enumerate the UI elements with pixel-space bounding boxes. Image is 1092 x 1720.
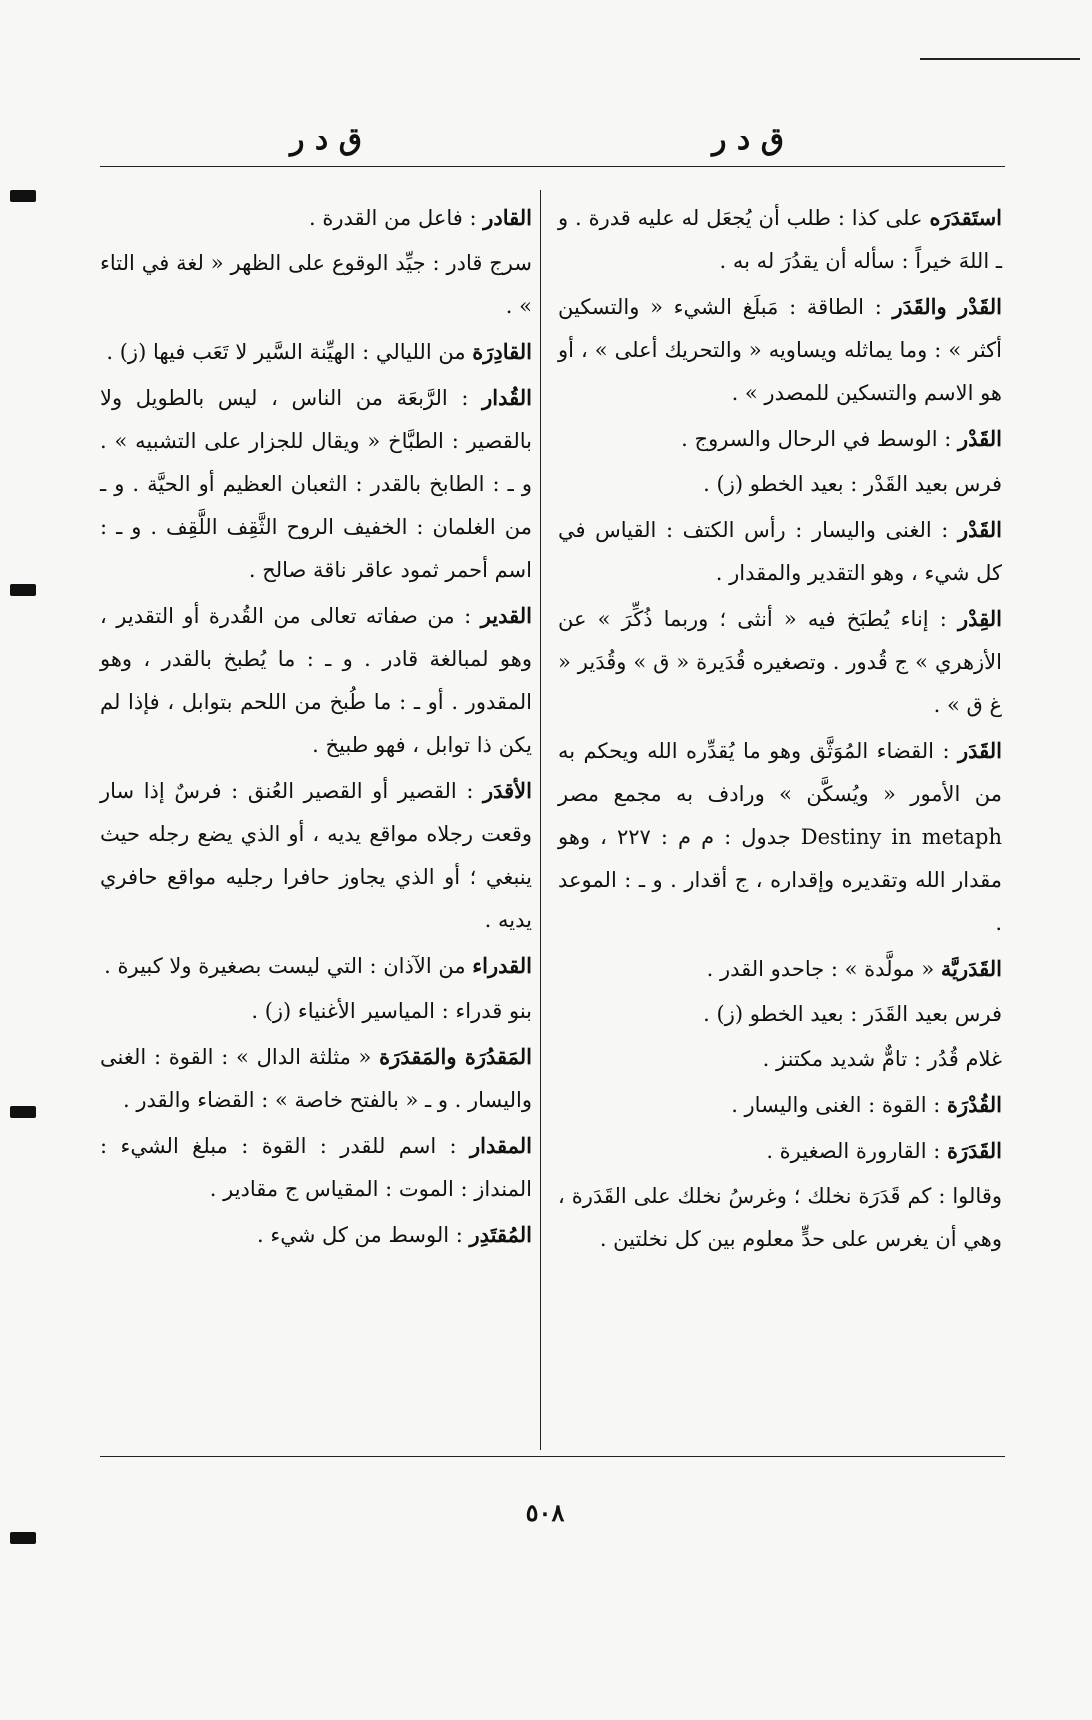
margin-mark [10,1532,36,1544]
headword: القَدْر [957,517,1002,542]
dictionary-entry [558,993,1002,1036]
entry-text: سرج قادر : جيِّد الوقوع على الظهر « لغة في التاء » . [100,251,532,318]
dictionary-entry [558,1129,1002,1173]
entry-text: : الوسط في الرحال والسروج . [681,427,958,451]
entry-text: : من صفاته تعالى من القُدرة أو التقدير ، وهو لمبالغة قادر . و ـ : ما يُطبخ بالقدر ، وهو المقدور . أو ـ : ما طُبخ من اللحم بتوابل ، فإذا لم يكن ذا توابل ، فهو طبيخ . [100,604,532,757]
headword: القَدَرَة [946,1138,1002,1163]
dictionary-entry [100,1213,532,1257]
dictionary-entry [100,196,532,240]
entry-text: « مثلثة الدال » : القوة : الغنى واليسار . و ـ « بالفتح خاصة » : القضاء والقدر . [100,1045,532,1112]
headword: القادِرَة [472,339,532,364]
headword: المُقتَدِر [469,1222,532,1247]
dictionary-entry [100,1035,532,1122]
headword: المقدار [470,1133,532,1158]
dictionary-entry [100,944,532,988]
dictionary-entry [558,597,1002,727]
entry-text: : فاعل من القدرة . [308,206,484,230]
headword: استَقدَرَه [929,205,1002,230]
headword: القدراء [472,953,532,978]
entry-text: على كذا : طلب أن يُجعَل له عليه قدرة . و ـ اللهَ خيراً : سأله أن يقدُرَ له به . [558,206,1002,273]
margin-mark [10,1106,36,1118]
dictionary-entry [100,769,532,942]
entry-text: من الليالي : الهيِّنة السَّير لا تَعَب فيها (ز) . [106,340,473,364]
margin-mark [10,190,36,202]
entry-text: وقالوا : كم قَدَرَة نخلك ؛ وغرسُ نخلك على القَدَرة ، وهي أن يغرس على حدٍّ معلوم بين كل نخلتين . [558,1184,1002,1251]
dictionary-entry [100,594,532,767]
entry-text: : القضاء المُوَثَّق وهو ما يُقدِّره الله ويحكم به من الأمور « ويُسكَّن » ورادف به مجمع مصر Destiny in metaph جدول : م م : ٢٢٧ ، وهو مقدار الله وتقديره وإقداره ، ج أقدار . و ـ : الموعد . [558,739,1003,935]
entry-text: : الرَّبعَة من الناس ، ليس بالطويل ولا بالقصير : الطبَّاخ « ويقال للجزار على التشبيه » . و ـ : الطابخ بالقدر : الثعبان العظيم أو الحيَّة . و ـ من الغلمان : الخفيف الروح الثَّقِف اللَّقِف . و ـ : اسم أحمر ثمود عاقر ناقة صالح . [100,386,532,582]
entry-text: : القصير أو القصير العُنق : فرسٌ إذا سار وقعت رجلاه مواقع يديه ، أو الذي يضع رجله حيث ينبغي ؛ أو الذي يجاوز حافرا رجليه مواقع حافري يديه . [100,779,532,932]
page-number: ٥٠٨ [525,1498,565,1527]
column-divider [540,190,541,1450]
headword: القَدَر [957,738,1002,763]
dictionary-entry [558,947,1002,991]
dictionary-entry [558,508,1002,595]
headword: القَدْر والقَدَر [892,294,1002,319]
dictionary-entry [558,1175,1002,1261]
running-header-left: ق د ر [290,122,363,157]
entry-text: فرس بعيد القَدْر : بعيد الخطو (ز) . [703,472,1002,496]
left-column [100,196,532,1259]
dictionary-entry [100,990,532,1033]
headword: القِدْر [957,606,1002,631]
headword: القادر [483,205,532,230]
entry-text: : الوسط من كل شيء . [256,1223,470,1247]
headword: الأقدَر [482,778,532,803]
headword: المَقدُرَة والمَقدَرَة [379,1044,532,1069]
dictionary-entry [100,1124,532,1211]
dictionary-entry [558,417,1002,461]
entry-text: بنو قدراء : المياسير الأغنياء (ز) . [251,999,532,1023]
dictionary-entry [100,330,532,374]
dictionary-entry [558,1083,1002,1127]
header-rule [100,166,1005,167]
dictionary-entry [558,196,1002,283]
entry-text: فرس بعيد القَدَر : بعيد الخطو (ز) . [703,1002,1002,1026]
top-corner-rule [920,58,1080,60]
headword: القَدْر [957,426,1002,451]
headword: القُدار [482,385,532,410]
dictionary-entry [558,729,1002,945]
entry-text: « مولَّدة » : جاحدو القدر . [706,957,941,981]
dictionary-entry [100,376,532,592]
entry-text: : إناء يُطبَخ فيه « أنثى ؛ وربما ذُكِّرَ » عن الأزهري » ج قُدور . وتصغيره قُدَيرة « ق » وقُدَير « غ ق » . [558,607,1002,717]
margin-mark [10,584,36,596]
entry-text: : القوة : الغنى واليسار . [731,1093,947,1117]
entry-text: : الطاقة : مَبلَغ الشيء « والتسكين أكثر » : وما يماثله ويساويه « والتحريك أعلى » ، أو هو الاسم والتسكين للمصدر » . [558,295,1002,405]
entry-text: : الغنى واليسار : رأس الكتف : القياس في كل شيء ، وهو التقدير والمقدار . [558,518,1002,585]
right-column [558,196,1002,1263]
entry-text: : اسم للقدر : القوة : مبلغ الشيء : المنداز : الموت : المقياس ج مقادير . [100,1134,532,1201]
dictionary-entry [558,285,1002,415]
entry-text: : القارورة الصغيرة . [766,1139,947,1163]
dictionary-entry [558,463,1002,506]
headword: القَدَريَّة [940,956,1002,981]
dictionary-entry [100,242,532,328]
headword: القدير [480,603,532,628]
dictionary-entry [558,1038,1002,1081]
headword: القُدْرَة [946,1092,1002,1117]
entry-text: من الآذان : التي ليست بصغيرة ولا كبيرة . [104,954,473,978]
entry-text: غلام قُدُر : تامٌّ شديد مكتنز . [762,1047,1002,1071]
footer-rule [100,1456,1005,1457]
running-header-right: ق د ر [712,122,785,157]
